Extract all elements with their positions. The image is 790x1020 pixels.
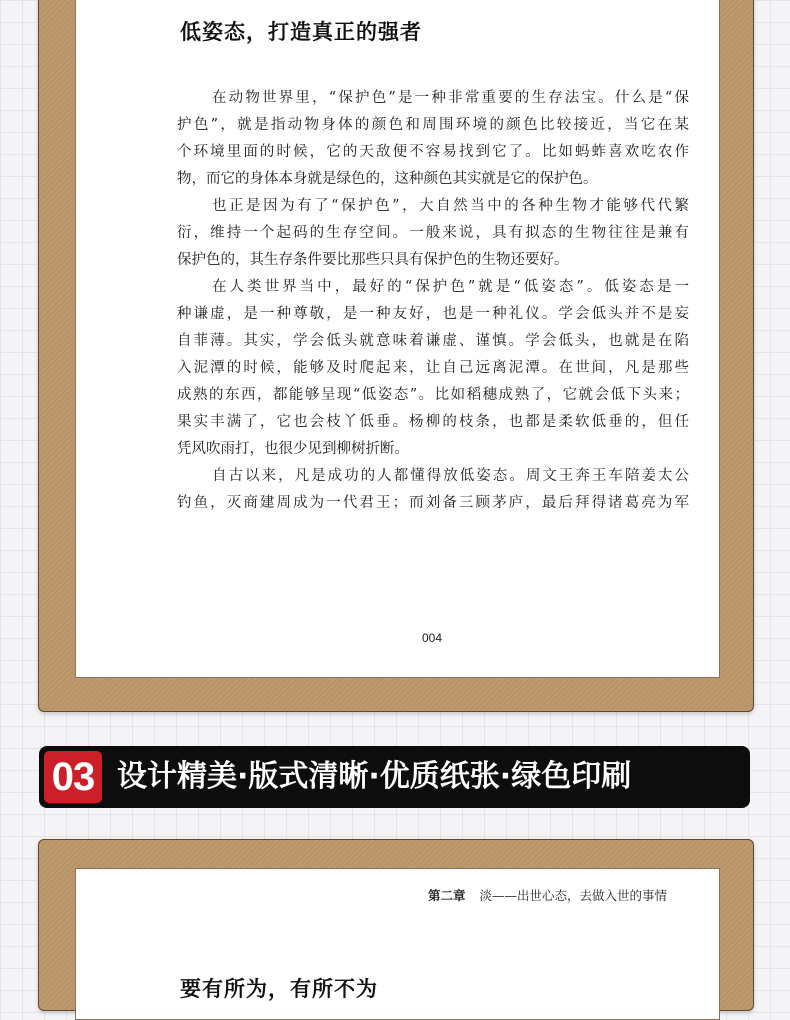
body-text: [177, 85, 689, 517]
section-heading-2: 要有所为，有所不为: [180, 976, 378, 1001]
text-line: 衍，维持一个起码的生存空间。一般来说，具有拟态的生物往往是兼有: [177, 225, 689, 241]
text-line: 也正是因为有了“保护色”，大自然当中的各种生物才能够代代繁: [212, 198, 689, 214]
text-line: 自古以来，凡是成功的人都懂得放低姿态。周文王奔王车陪姜太公: [212, 468, 689, 484]
text-line: 护色”，就是指动物身体的颜色和周围环境的颜色比较接近，当它在某: [177, 117, 689, 133]
text-line: 成熟的东西，都能够呈现“低姿态”。比如稻穗成熟了，它就会低下头来；: [177, 387, 689, 403]
feature-banner: [39, 746, 750, 808]
text-line: 果实丰满了，它也会枝丫低垂。杨柳的枝条，也都是柔软低垂的，但任: [177, 414, 689, 430]
book-frame-bottom: [38, 839, 754, 1011]
text-line: 自菲薄。其实，学会低头就意味着谦虚、谨慎。学会低头，也就是在陷: [177, 333, 689, 349]
chapter-subtitle: 淡——出世心态，去做入世的事情: [479, 888, 668, 903]
banner-text: 设计精美·版式清晰·优质纸张·绿色印刷: [117, 759, 632, 794]
text-line: 入泥潭的时候，能够及时爬起来，让自己远离泥潭。在世间，凡是那些: [177, 360, 689, 376]
text-line: 凭风吹雨打，也很少见到柳树折断。: [177, 441, 409, 457]
text-line: 保护色的，其生存条件要比那些只具有保护色的生物还要好。: [177, 252, 569, 268]
section-heading: 低姿态，打造真正的强者: [180, 19, 422, 44]
text-line: 在人类世界当中，最好的“保护色”就是“低姿态”。低姿态是一: [212, 279, 689, 295]
text-line: 种谦虚，是一种尊敬，是一种友好，也是一种礼仪。学会低头并不是妄: [177, 306, 689, 322]
book-frame-top: [38, 0, 754, 712]
chapter-header: [428, 886, 667, 904]
book-page-2: [75, 868, 720, 1020]
banner-number-badge: 03: [44, 751, 102, 803]
chapter-label: 第二章: [428, 888, 466, 903]
book-page: [75, 0, 720, 678]
text-line: 物，而它的身体本身就是绿色的，这种颜色其实就是它的保护色。: [177, 171, 598, 187]
text-line: 在动物世界里，“保护色”是一种非常重要的生存法宝。什么是“保: [212, 90, 689, 106]
text-line: 个环境里面的时候，它的天敌便不容易找到它了。比如蚂蚱喜欢吃农作: [177, 144, 689, 160]
text-line: 钓鱼，灭商建周成为一代君王；而刘备三顾茅庐，最后拜得诸葛亮为军: [177, 495, 689, 511]
page-number: 004: [422, 631, 443, 645]
